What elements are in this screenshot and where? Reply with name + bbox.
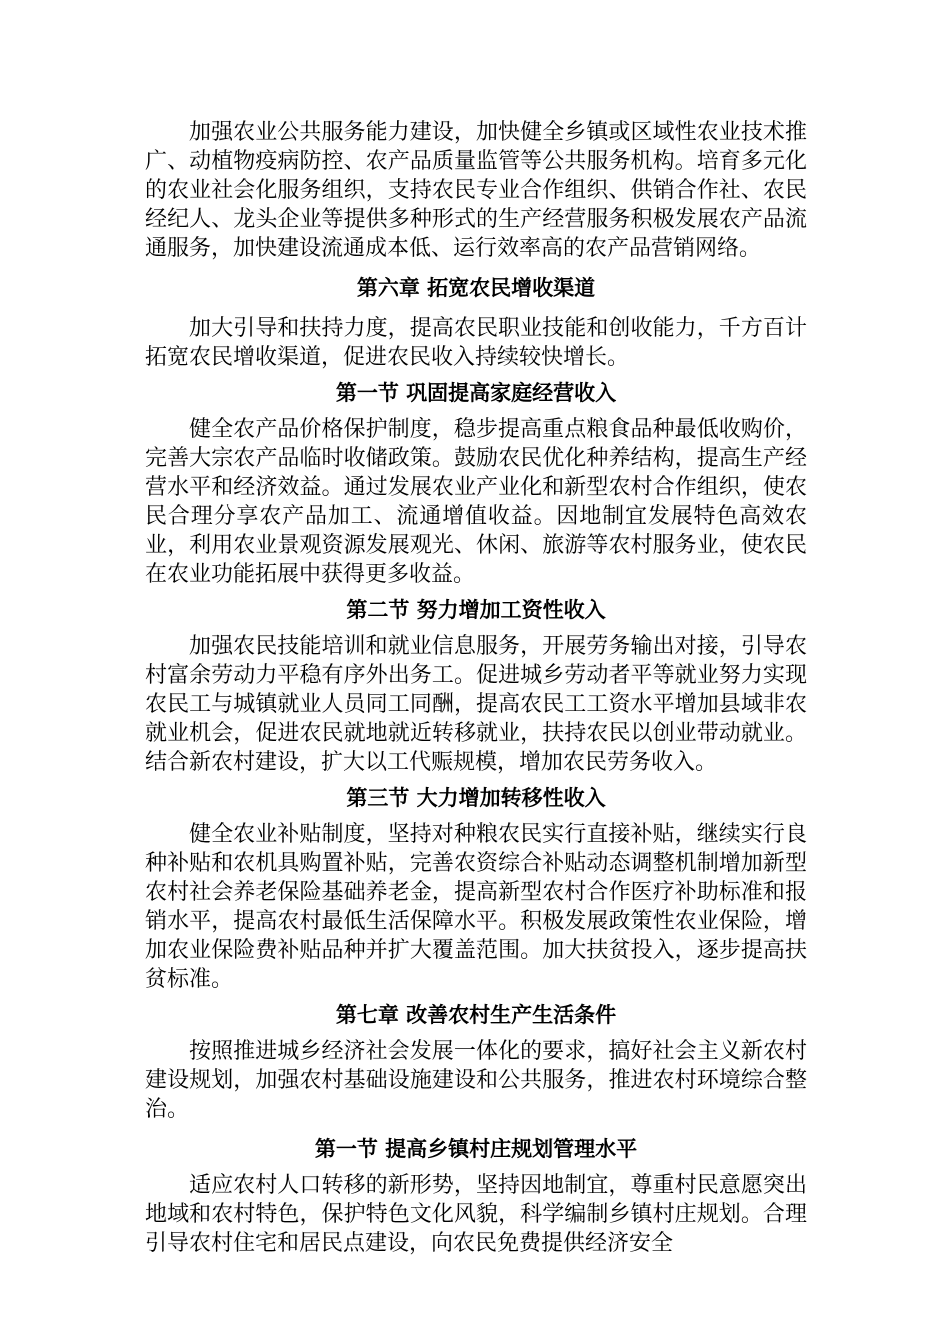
paragraph-village-planning: 适应农村人口转移的新形势，坚持因地制宜，尊重村民意愿突出地域和农村特色，保护特色文化风貌，科学编制乡镇村庄规划。合理引导农村住宅和居民点建设，向农民免费提供经济安全 — [145, 1173, 807, 1256]
paragraph-family-income: 健全农产品价格保护制度，稳步提高重点粮食品种最低收购价，完善大宗农产品临时收储政策。鼓励农民优化种养结构，提高生产经营水平和经济效益。通过发展农业产业化和新型农村合作组织，使农民合理分享农产品加工、流通增值收益。因地制宜发展特色高效农业，利用农业景观资源发展观光、休闲、旅游等农村服务业，使农民在农业功能拓展中获得更多收益。 — [145, 417, 807, 587]
chapter-6-heading: 第六章 拓宽农民增收渠道 — [356, 276, 596, 300]
paragraph-chapter-6-intro: 加大引导和扶持力度，提高农民职业技能和创收能力，千方百计拓宽农民增收渠道，促进农民收入持续较快增长。 — [145, 316, 807, 370]
paragraph-wage-income: 加强农民技能培训和就业信息服务，开展劳务输出对接，引导农村富余劳动力平稳有序外出务工。促进城乡劳动者平等就业努力实现农民工与城镇就业人员同工同酬，提高农民工工资水平增加县域非农就业机会，促进农民就地就近转移就业，扶持农民以创业带动就业。结合新农村建设，扩大以工代赈规模，增加农民劳务收入。 — [145, 634, 807, 775]
section-3-heading: 第三节 大力增加转移性收入 — [346, 786, 606, 810]
chapter-7-heading: 第七章 改善农村生产生活条件 — [335, 1003, 617, 1027]
paragraph-agri-services: 加强农业公共服务能力建设，加快健全乡镇或区域性农业技术推广、动植物疫病防控、农产品质量监管等公共服务机构。培育多元化的农业社会化服务组织，支持农民专业合作组织、供销合作社、农民经纪人、龙头企业等提供多种形式的生产经营服务积极发展农产品流通服务，加快建设流通成本低、运行效率高的农产品营销网络。 — [145, 120, 807, 261]
section-1-heading: 第一节 巩固提高家庭经营收入 — [335, 381, 617, 405]
paragraph-chapter-7-intro: 按照推进城乡经济社会发展一体化的要求，搞好社会主义新农村建设规划，加强农村基础设施建设和公共服务，推进农村环境综合整治。 — [145, 1039, 807, 1122]
chapter-7-section-1-heading: 第一节 提高乡镇村庄规划管理水平 — [314, 1137, 638, 1161]
section-2-heading: 第二节 努力增加工资性收入 — [346, 598, 606, 622]
paragraph-transfer-income: 健全农业补贴制度，坚持对种粮农民实行直接补贴，继续实行良种补贴和农机具购置补贴，完善农资综合补贴动态调整机制增加新型农村社会养老保险基础养老金，提高新型农村合作医疗补助标准和报销水平，提高农村最低生活保障水平。积极发展政策性农业保险，增加农业保险费补贴品种并扩大覆盖范围。加大扶贫投入，逐步提高扶贫标准。 — [145, 822, 807, 992]
document-page — [145, 118, 807, 1258]
